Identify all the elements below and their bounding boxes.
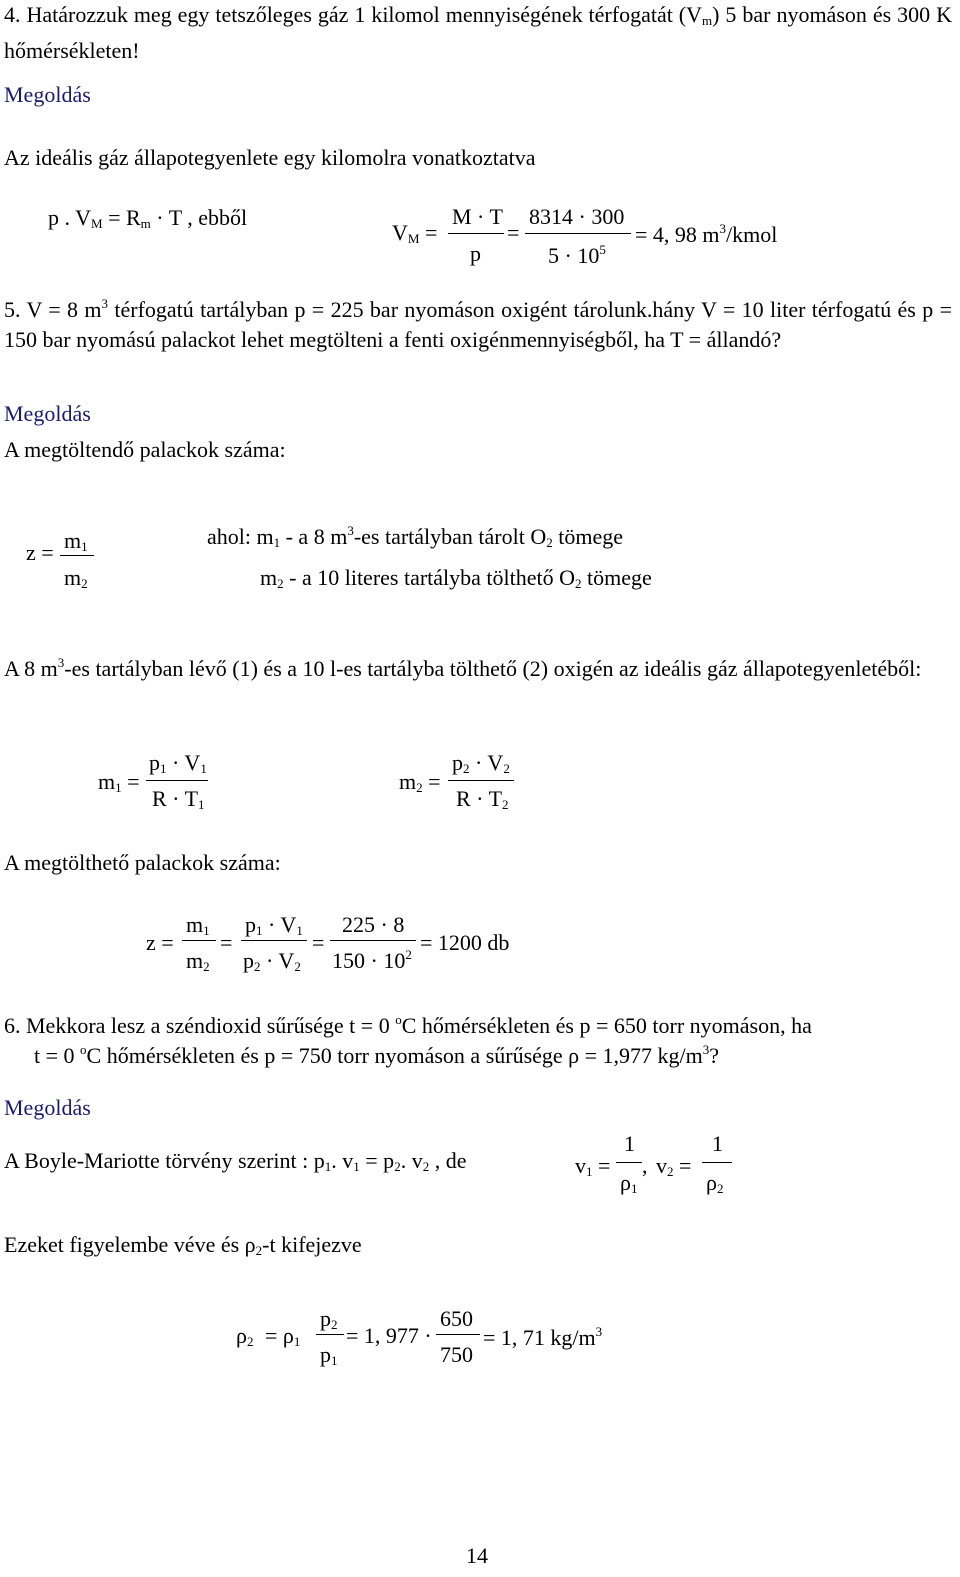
m2-definition: $m_2$ - a 10 literes tartályba tölthető $O_2$ tömege (260, 565, 652, 591)
ideal-gas-intro: Az ideális gáz állapotegyenlete egy kilomolra vonatkoztatva (4, 145, 536, 170)
solution-heading: Megoldás (4, 1095, 91, 1120)
page-number: 14 (466, 1543, 488, 1568)
ideal-gas-paragraph: A 8 $m^3-es$ tartályban lévő (1) és a 10 l-es tartályba tölthető (2) oxigén az ideális gáz állapotegyenletéből: (4, 655, 922, 681)
expression-intro: Ezeket figyelembe véve és $\rho_2-t$ kifejezve (4, 1232, 362, 1258)
fillable-count-label: A megtölthető palackok száma: (4, 850, 281, 875)
m1-definition: ahol: $m_1$ - a 8 $m^3-es$ tartályban tárolt $O_2$ tömege (207, 523, 624, 550)
problem-6-line-2: t = 0 $^o$C hőmérsékleten és p = 750 torr nyomáson a sűrűsége ρ = 1,977 $kg/m^3$? (34, 1042, 720, 1068)
ideal-gas-equation: p . $V_M = R_m \cdot T$ , ebből (48, 205, 248, 231)
bottle-count-label: A megtöltendő palackok száma: (4, 437, 286, 462)
boyle-mariotte-law: A Boyle-Mariotte törvény szerint : $p_1$. $v_1 = p_2$. $v_2$ , de (4, 1148, 467, 1174)
problem-4-statement: 4. Határozzuk meg egy tetszőleges gáz 1 kilomol mennyiségének térfogatát $(V_m)$ 5 bar nyomáson és 300 K hőmérsékleten! (4, 2, 952, 63)
solution-heading: Megoldás (4, 401, 91, 426)
problem-5-statement: 5. V = 8 $m^3$ térfogatú tartályban p = 225 bar nyomáson oxigént tárolunk.hány V = 10 liter térfogatú és p = 150 bar nyomású palackot lehet megtölteni a fenti oxigénmennyiségből, ha T = állandó? (4, 296, 952, 352)
problem-6-line-1: 6. Mekkora lesz a széndioxid sűrűsége t = 0 $^o$C hőmérsékleten és p = 650 torr nyomáson, ha (4, 1012, 812, 1038)
solution-heading: Megoldás (4, 82, 91, 107)
